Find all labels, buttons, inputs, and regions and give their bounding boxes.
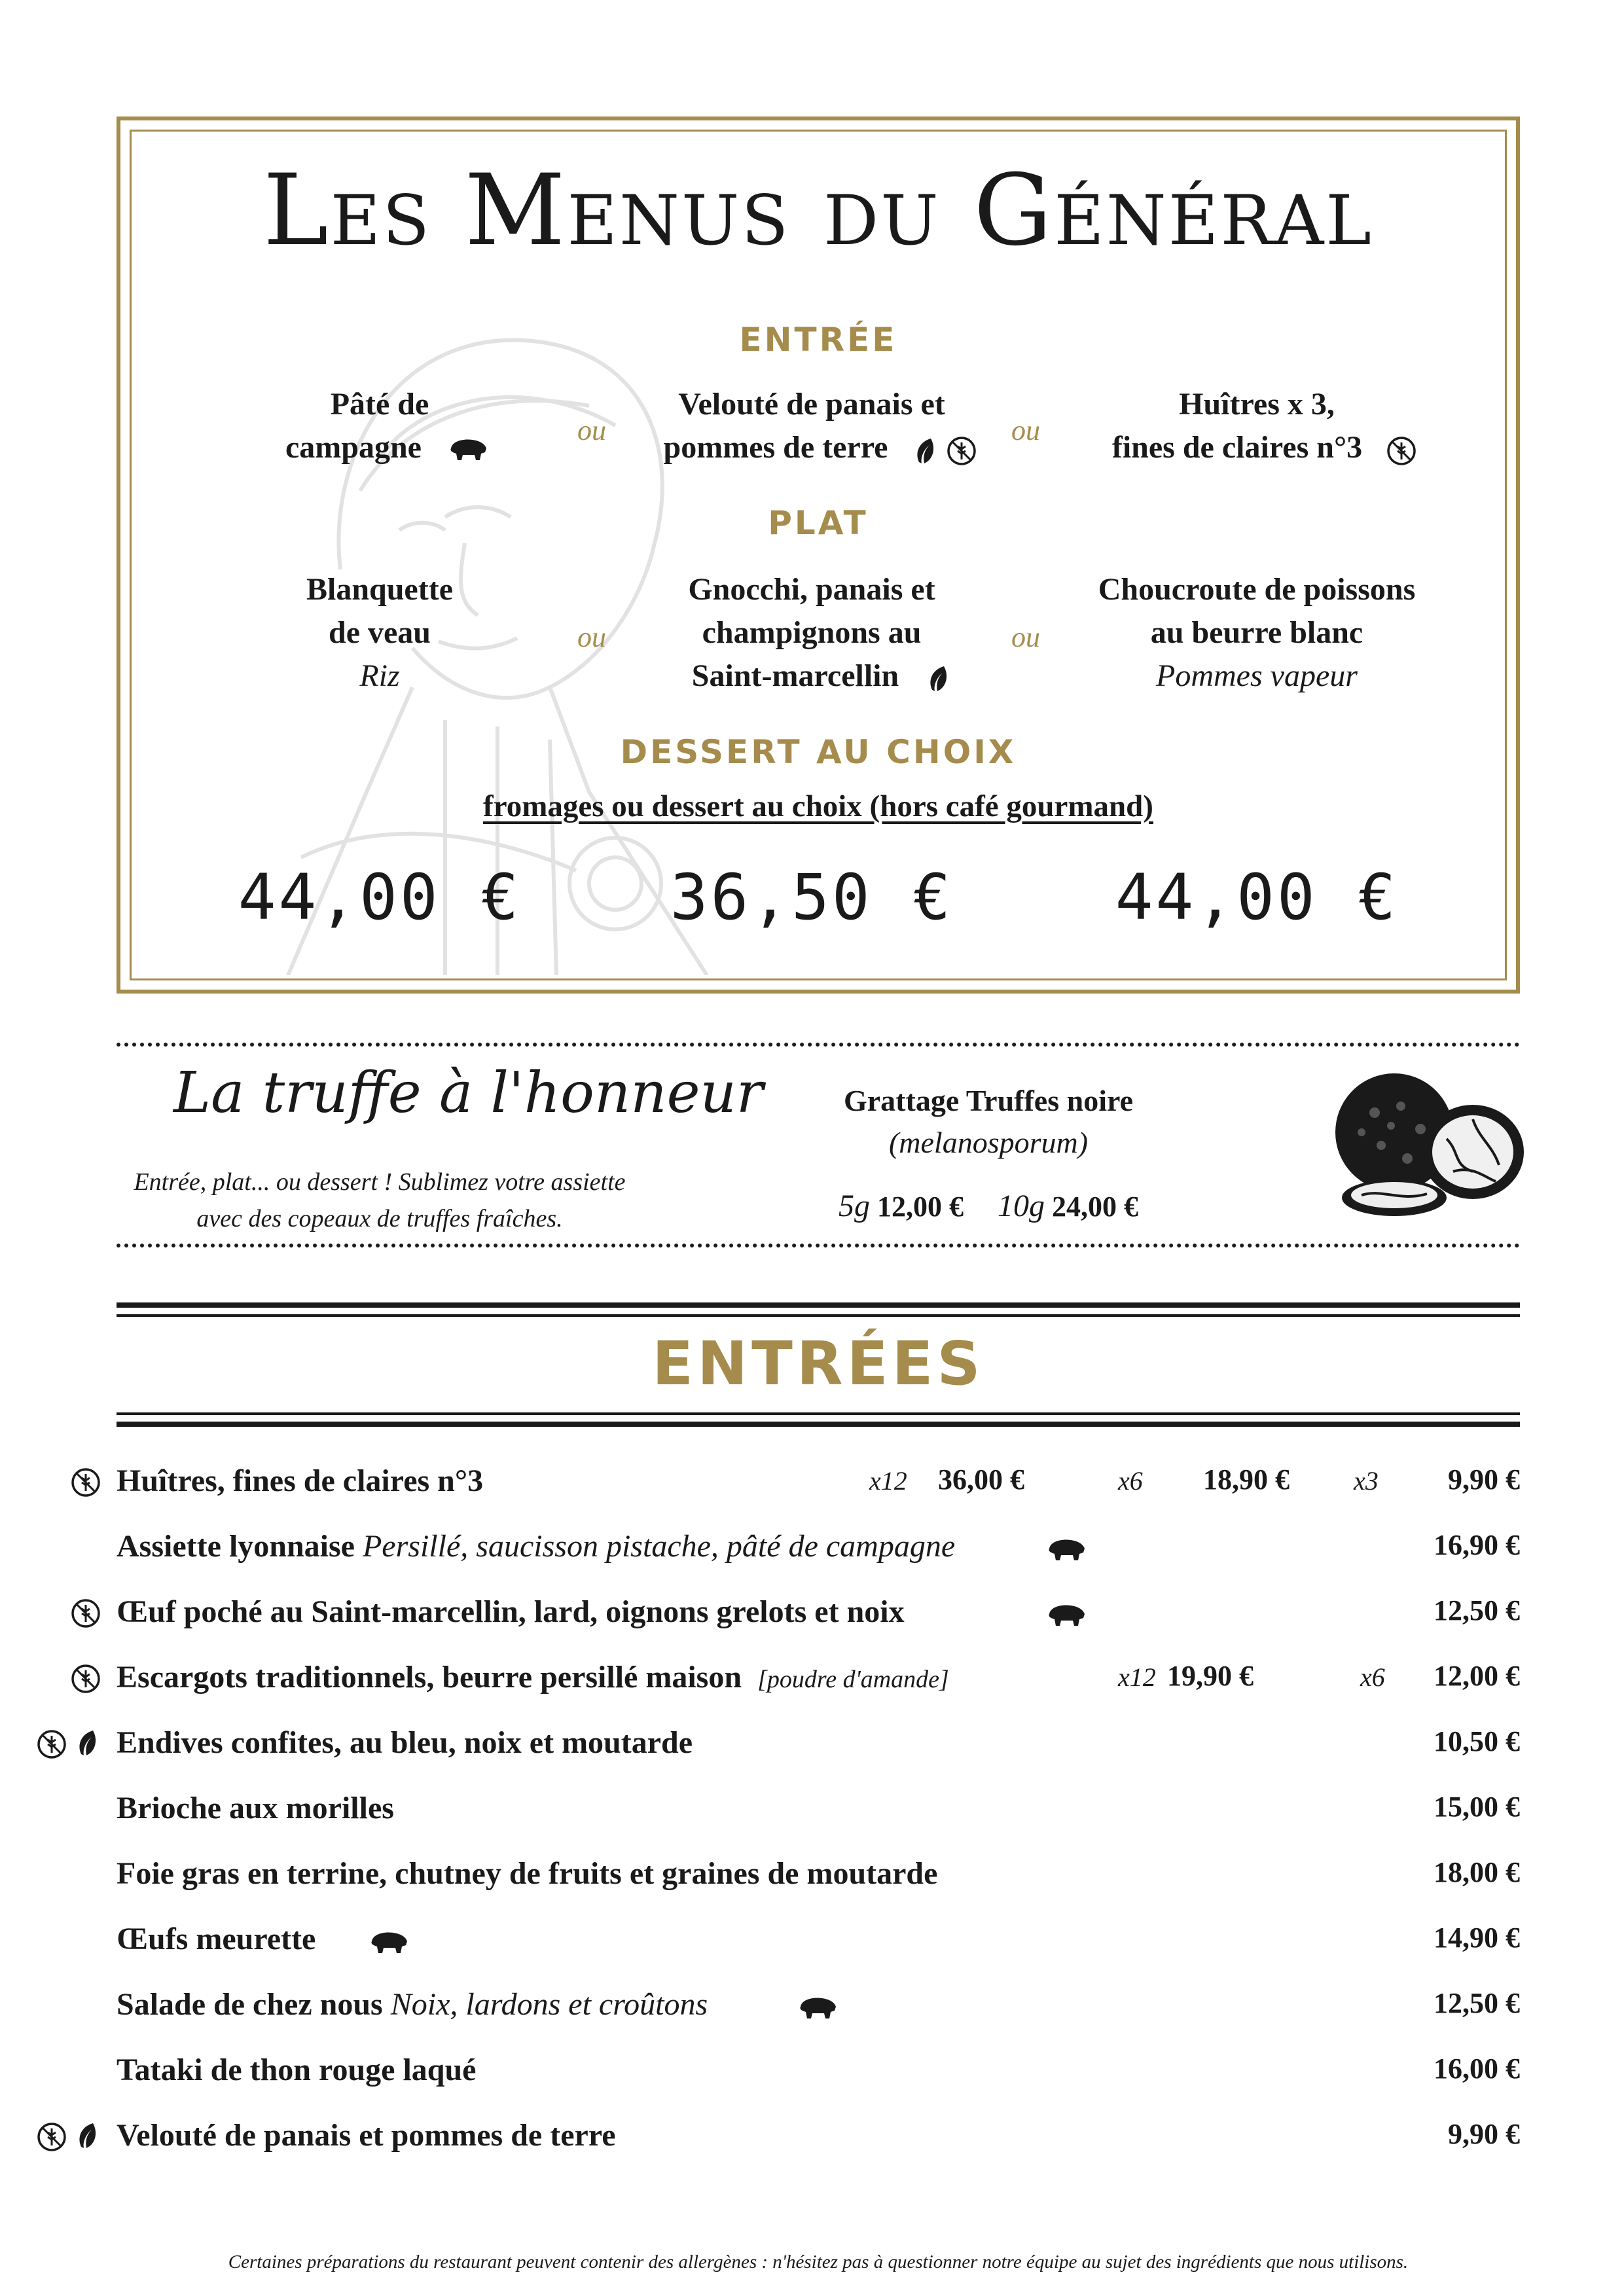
entree-row-brioche: Brioche aux morilles 15,00 € <box>117 1791 1520 1825</box>
entree-row-tataki: Tataki de thon rouge laqué 16,00 € <box>117 2053 1520 2087</box>
entree-row-oeuf-poche: Œuf poché au Saint-marcellin, lard, oignons grelots et noix 12,50 € <box>117 1594 1520 1629</box>
ou-label: ou <box>577 621 606 653</box>
gluten-free-icon <box>71 1598 101 1628</box>
pig-icon <box>447 437 489 463</box>
menu-plat-2: Gnocchi, panais et champignons au Saint-marcellin <box>688 572 935 693</box>
leaf-icon <box>76 1729 98 1757</box>
entree-row-salade: Salade de chez nous Noix, lardons et croûtons 12,50 € <box>117 1987 1520 2022</box>
truffe-prices: 5g 12,00 € 10g 24,00 € <box>839 1189 1138 1223</box>
allergen-footer: Certaines préparations du restaurant peuvent contenir des allergènes : n'hésitez pas à questionner notre équipe au sujet des ingrédients que nous utilisons. <box>228 2251 1409 2272</box>
menu-entree-2: Velouté de panais et pommes de terre <box>663 387 945 465</box>
entree-row-assiette: Assiette lyonnaise Persillé, saucisson pistache, pâté de campagne 16,90 € <box>117 1529 1520 1564</box>
leaf-icon <box>927 665 949 692</box>
pig-icon <box>368 1929 410 1956</box>
leaf-icon <box>914 437 936 465</box>
pig-icon <box>1045 1602 1087 1628</box>
entree-row-foie-gras: Foie gras en terrine, chutney de fruits et graines de moutarde 18,00 € <box>117 1856 1520 1891</box>
menu-price-1: 44,00 € <box>238 861 522 934</box>
entree-row-veloute: Velouté de panais et pommes de terre 9,90 € <box>117 2118 1520 2153</box>
truffe-title: La truffe à l'honneur <box>173 1060 764 1126</box>
entree-row-escargots: Escargots traditionnels, beurre persillé maison [poudre d'amande] x12 19,90 € x6 12,00 € <box>117 1660 1520 1695</box>
menu-price-2: 36,50 € <box>670 861 954 934</box>
entrees-title: ENTRÉES <box>652 1329 984 1399</box>
pig-icon <box>1045 1537 1087 1563</box>
gluten-free-icon <box>37 1729 67 1759</box>
truffe-description: Entrée, plat... ou dessert ! Sublimez votre assiette avec des copeaux de truffes fraîches. <box>134 1168 626 1232</box>
menu-entree-1: Pâté de campagne <box>285 387 429 465</box>
menu-plat-1: Blanquette de veau Riz <box>306 572 453 693</box>
dessert-heading: DESSERT AU CHOIX <box>620 733 1017 771</box>
ou-label: ou <box>1011 621 1040 653</box>
leaf-icon <box>76 2122 98 2149</box>
dotted-divider-top <box>117 1043 1520 1047</box>
menu-price-3: 44,00 € <box>1115 861 1399 934</box>
double-rule-top <box>117 1302 1520 1317</box>
gluten-free-icon <box>71 1664 101 1694</box>
plat-heading: PLAT <box>768 504 869 542</box>
menu-plat-3: Choucroute de poissons au beurre blanc Pommes vapeur <box>1098 572 1416 693</box>
gluten-free-icon <box>1386 436 1416 466</box>
entree-heading: ENTRÉE <box>739 321 897 359</box>
gluten-free-icon <box>71 1467 101 1498</box>
truffe-grattage: Grattage Truffes noire (melanosporum) <box>843 1084 1133 1159</box>
gluten-free-icon <box>947 436 977 466</box>
entree-row-oeufs-meurette: Œufs meurette 14,90 € <box>117 1922 1520 1956</box>
entree-row-endives: Endives confites, au bleu, noix et moutarde 10,50 € <box>117 1725 1520 1760</box>
menus-title: Les Menus du Général <box>262 154 1374 268</box>
double-rule-bottom <box>117 1412 1520 1427</box>
dessert-text: fromages ou dessert au choix (hors café gourmand) <box>483 789 1153 823</box>
pig-icon <box>797 1995 839 2021</box>
gluten-free-icon <box>37 2122 67 2152</box>
ou-label: ou <box>577 414 606 446</box>
dotted-divider-bottom <box>117 1244 1520 1247</box>
ou-label: ou <box>1011 414 1040 446</box>
menu-entree-3: Huîtres x 3, fines de claires n°3 <box>1111 387 1363 465</box>
truffle-illustration <box>1322 1067 1532 1224</box>
entree-row-huitres: Huîtres, fines de claires n°3 x12 36,00 € x6 18,90 € x3 9,90 € <box>117 1463 1520 1498</box>
